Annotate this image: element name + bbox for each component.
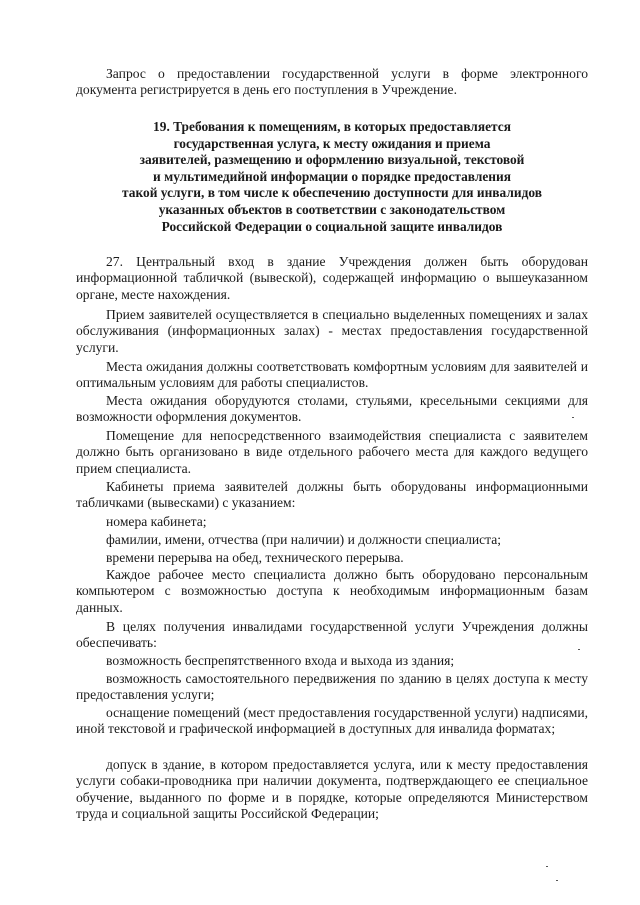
body-paragraph: 27. Центральный вход в здание Учреждения должен быть оборудован информационной табличкой (вывеской), содержащей информацию о вышеуказанном органе, месте нахождения. [76, 254, 588, 302]
body-paragraph: оснащение помещений (мест предоставления государственной услуги) надписями, иной текстовой и графической информацией в доступных для инвалида форматах; [76, 705, 588, 737]
body-paragraph: допуск в здание, в котором предоставляется услуга, или к месту предоставления услуги собаки-проводника при наличии документа, подтверждающего ее специальное обучение, выданного по форме и в порядке, которые определяются Министерством труда и социальной защиты Российской Федерации; [76, 757, 588, 822]
heading-line: заявителей, размещению и оформлению визуальной, текстовой [139, 152, 525, 168]
scan-speck [556, 880, 558, 881]
section-heading [60, 119, 604, 235]
body-paragraph: Места ожидания должны соответствовать комфортным условиям для заявителей и оптимальным условиям для работы специалистов. [76, 359, 588, 391]
intro-paragraph: Запрос о предоставлении государственной услуги в форме электронного документа регистрируется в день его поступления в Учреждение. [76, 66, 588, 98]
scan-speck [578, 649, 580, 650]
heading-line: 19. Требования к помещениям, в которых предоставляется [153, 119, 511, 134]
body-paragraph: Места ожидания оборудуются столами, стульями, кресельными секциями для возможности оформления документов. [76, 393, 588, 425]
heading-line: Российской Федерации о социальной защите инвалидов [161, 218, 503, 234]
body-paragraph: Каждое рабочее место специалиста должно быть оборудовано персональным компьютером с возможностью доступа к необходимым информационным базам данных. [76, 567, 588, 615]
body-paragraph: номера кабинета; [106, 514, 207, 529]
heading-line: указанных объектов в соответствии с законодательством [158, 201, 506, 217]
body-paragraph: Кабинеты приема заявителей должны быть оборудованы информационными табличками (вывесками) с указанием: [76, 479, 588, 511]
body-paragraph: возможность беспрепятственного входа и выхода из здания; [106, 653, 455, 668]
scan-speck [572, 417, 574, 418]
heading-line: государственная услуга, к месту ожидания и приема [173, 135, 491, 151]
body-paragraph: Помещение для непосредственного взаимодействия специалиста с заявителем должно быть организовано в виде отдельного рабочего места для каждого ведущего прием специалиста. [76, 428, 588, 476]
heading-line: и мультимедийной информации о порядке предоставления [153, 168, 511, 184]
scan-speck [546, 866, 548, 867]
body-paragraph: возможность самостоятельного передвижения по зданию в целях доступа к месту предоставления услуги; [76, 671, 588, 703]
heading-line: такой услуги, в том числе к обеспечению доступности для инвалидов [122, 185, 542, 201]
body-paragraph: Прием заявителей осуществляется в специально выделенных помещениях и залах обслуживания (информационных залах) - местах предоставления государственной услуги. [76, 307, 588, 355]
body-paragraph: времени перерыва на обед, технического перерыва. [106, 550, 404, 565]
body-paragraph: фамилии, имени, отчества (при наличии) и должности специалиста; [106, 532, 502, 547]
body-paragraph: В целях получения инвалидами государственной услуги Учреждения должны обеспечивать: [76, 619, 588, 651]
